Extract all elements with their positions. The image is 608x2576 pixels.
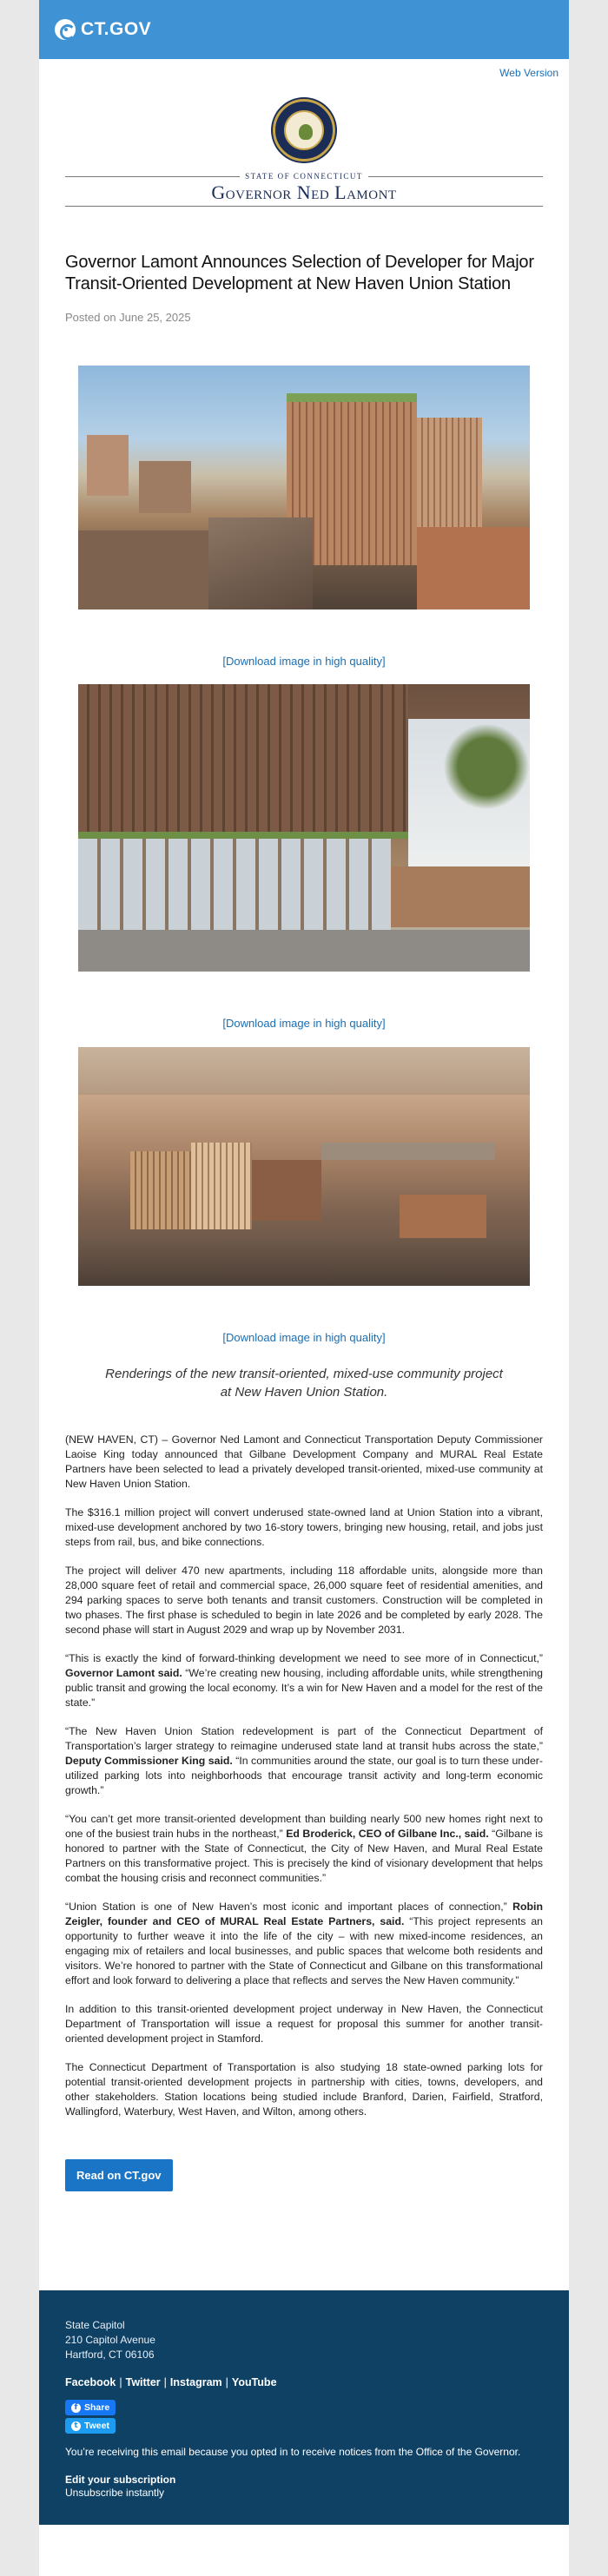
- ct-gov-logo-icon: [55, 19, 76, 40]
- download-row-1: [65, 655, 543, 668]
- paragraph-cost: The $316.1 million project will convert underused state-owned land at Union Station into a vibrant, mixed-use development anchored by two 16-story towers, bringing new housing, retail, and jobs just steps from rail, bus, and bike connections.: [65, 1506, 543, 1548]
- read-on-ctgov-button[interactable]: Read on CT.gov: [65, 2159, 173, 2191]
- paragraph-quote-broderick: “You can’t get more transit-oriented development than building nearly 500 new homes right next to one of the busiest train hubs in the northeast,” Ed Broderick, CEO of Gilbane Inc., said. “Gilbane is honored to partner with the State of Connecticut, the City of New Haven, and Mural Real Estate Partners on this transformative project. This is precisely the kind of visionary development that helps combat the housing crisis and reconnect communities.”: [65, 1813, 543, 1884]
- paragraph-details: The project will deliver 470 new apartments, including 118 affordable units, alongside more than 28,000 square feet of retail and commercial space, 26,000 square feet of residential amenities, and 294 parking spaces to serve both tenants and transit customers. Construction will be completed in two phases. The first phase is scheduled to begin in late 2026 and be completed by early 2028. The second phase will start in August 2029 and wrap up by November 2031.: [65, 1565, 543, 1636]
- web-version-row: [39, 59, 569, 85]
- brand-label: CT.GOV: [81, 19, 152, 39]
- article-content: [39, 252, 569, 2191]
- download-image-link[interactable]: [Download image in high quality]: [222, 1331, 386, 1344]
- state-label-row: [65, 172, 543, 181]
- paragraph-quote-king: “The New Haven Union Station redevelopment is part of the Connecticut Department of Transportation’s larger strategy to reimagine underused state land at transit hubs across the state,” Deputy Commissioner King said. “In communities around the state, our goal is to turn these under-utilized parking lots into neighborhoods that encourage transit activity and long-term economic growth.”: [65, 1725, 543, 1796]
- facebook-share-button[interactable]: f Share: [65, 2400, 116, 2415]
- masthead: [39, 85, 569, 215]
- facebook-icon: f: [71, 2403, 81, 2413]
- state-seal-icon: [273, 99, 335, 161]
- paragraph-quote-zeigler: “Union Station is one of New Haven’s most iconic and important places of connection,” Robin Zeigler, founder and CEO of MURAL Real Estate Partners, said. “This project represents an opportunity to further weave it into the life of the city – with new mixed-income residences, an engaging mix of retailers and local businesses, and public spaces that welcome both residents and visitors. We’re honored to partner with the State of Connecticut and Gilbane on this transformational effort and look forward to delivering a place that reflects and serves the New Haven community.”: [65, 1901, 544, 1986]
- paragraph-intro: (NEW HAVEN, CT) – Governor Ned Lamont and Connecticut Transportation Deputy Commissioner Laoise King today announced that Gilbane Development Company and MURAL Real Estate Partners have been selected to lead a privately developed transit-oriented, mixed-use community at New Haven Union Station.: [65, 1433, 543, 1490]
- paragraph-study: The Connecticut Department of Transportation is also studying 18 state-owned parking lots for potential transit-oriented development projects in partnership with cities, towns, developers, and other stakeholders. Station locations being studied include Branford, Darien, Fairfield, Stratford, Wallingford, Waterbury, West Haven, and Wilton, among others.: [65, 2061, 543, 2118]
- share-buttons: [65, 2400, 543, 2434]
- download-image-link[interactable]: [Download image in high quality]: [222, 655, 386, 668]
- top-bar: [39, 0, 569, 59]
- download-row-3: [65, 1331, 543, 1344]
- rendering-image-street-level: [78, 684, 530, 972]
- unsubscribe-link[interactable]: Unsubscribe instantly: [65, 2487, 165, 2499]
- social-links: Facebook | Twitter | Instagram | YouTube: [65, 2376, 277, 2388]
- paragraph-stamford: In addition to this transit-oriented development project underway in New Haven, the Connecticut Department of Transportation will issue a request for proposal this summer for another transit-oriented development project in Stamford.: [65, 2003, 543, 2045]
- image-caption: Renderings of the new transit-oriented, mixed-use community project at New Haven Union Station.: [105, 1367, 503, 1400]
- instagram-link[interactable]: Instagram: [169, 2376, 222, 2388]
- masthead-divider: [65, 206, 543, 207]
- footer-address: State Capitol 210 Capitol Avenue Hartford, CT 06106: [65, 2319, 155, 2361]
- ct-gov-logo[interactable]: [55, 19, 151, 40]
- twitter-bird-icon: t: [71, 2421, 81, 2431]
- twitter-link[interactable]: Twitter: [125, 2376, 161, 2388]
- edit-subscription-link[interactable]: Edit your subscription: [65, 2474, 176, 2486]
- footer: [39, 2290, 569, 2525]
- download-image-link[interactable]: [Download image in high quality]: [222, 1017, 386, 1030]
- web-version-link[interactable]: Web Version: [499, 67, 558, 79]
- download-row-2: [65, 1017, 543, 1030]
- governor-name: Governor Ned Lamont: [211, 181, 397, 203]
- posted-date: Posted on June 25, 2025: [65, 311, 191, 324]
- state-label: STATE OF CONNECTICUT: [245, 172, 363, 181]
- rendering-image-aerial-street: [78, 366, 530, 609]
- article-title: Governor Lamont Announces Selection of Developer for Major Transit-Oriented Development at New Haven Union Station: [65, 253, 534, 293]
- article-body: [65, 1433, 543, 2119]
- rendering-image-aerial-station: [78, 1047, 530, 1286]
- paragraph-quote-governor: “This is exactly the kind of forward-thinking development we need to see more of in Connecticut,” Governor Lamont said. “We’re creating new housing, including affordable units, while strengthening public transit and growing the local economy. It’s a win for New Haven and a model for the rest of the state.”: [65, 1652, 543, 1709]
- email-page: [39, 0, 569, 2576]
- tweet-button[interactable]: t Tweet: [65, 2418, 116, 2434]
- facebook-link[interactable]: Facebook: [65, 2376, 116, 2388]
- youtube-link[interactable]: YouTube: [231, 2376, 277, 2388]
- subscription-note: You’re receiving this email because you opted in to receive notices from the Office of the Governor.: [65, 2446, 521, 2458]
